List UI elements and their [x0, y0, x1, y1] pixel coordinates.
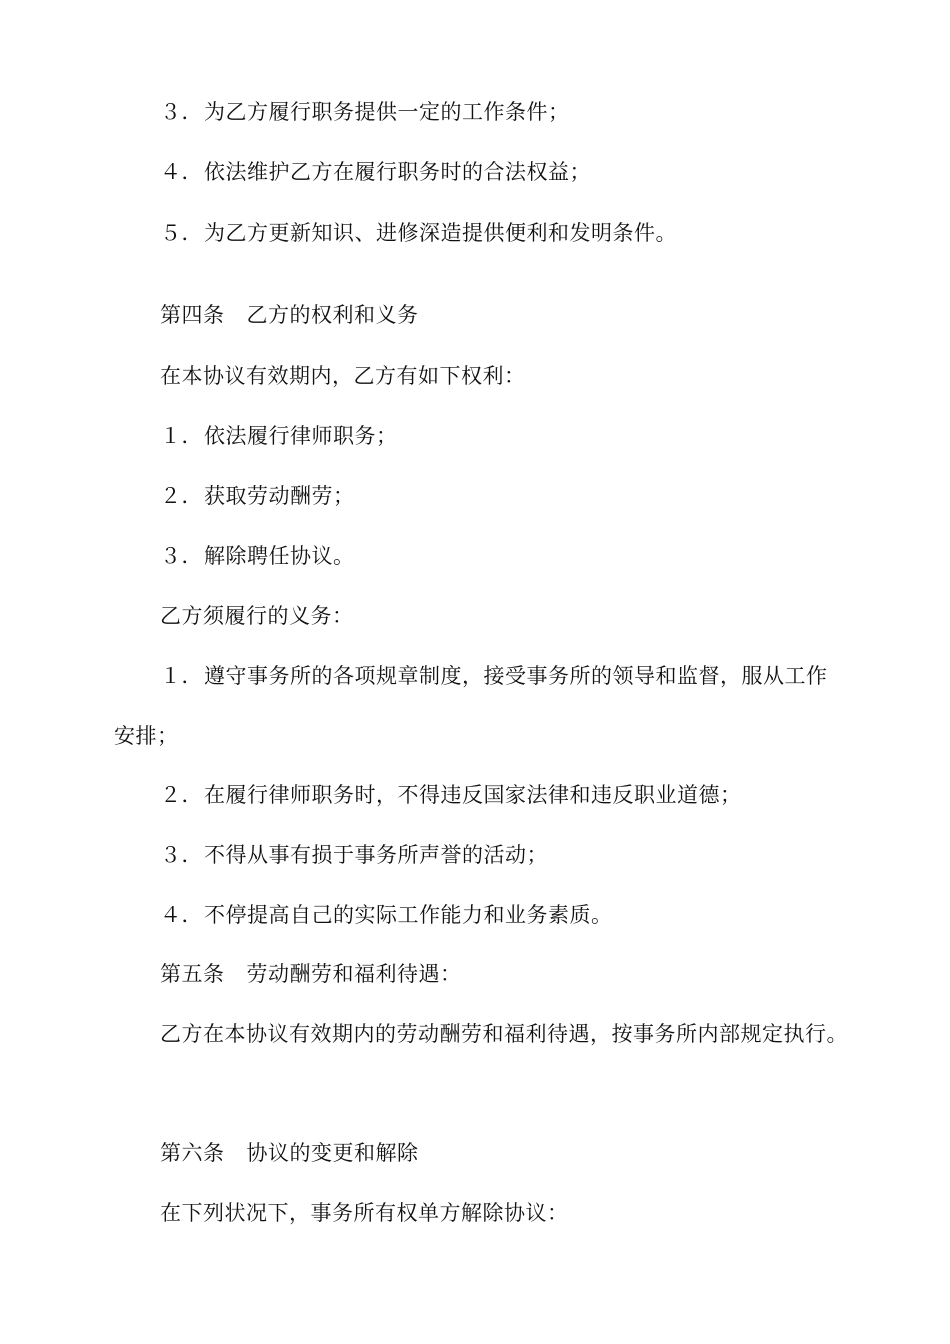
list-item: ５．为乙方更新知识、进修深造提供便利和发明条件。 — [160, 221, 677, 245]
list-item: ２．在履行律师职务时，不得违反国家法律和违反职业道德； — [160, 783, 742, 807]
list-item: １．依法履行律师职务； — [160, 424, 398, 448]
article-6-body: 在下列状况下，事务所有权单方解除协议： — [160, 1201, 569, 1225]
article-5-body: 乙方在本协议有效期内的劳动酬劳和福利待遇，按事务所内部规定执行。 — [160, 1022, 848, 1046]
duties-intro: 乙方须履行的义务： — [160, 604, 354, 628]
list-item: ４．不停提高自己的实际工作能力和业务素质。 — [160, 903, 613, 927]
article-4-heading: 第四条 乙方的权利和义务 — [160, 303, 419, 327]
article-5-heading: 第五条 劳动酬劳和福利待遇： — [160, 962, 462, 986]
list-item-continuation: 安排； — [114, 724, 179, 748]
list-item: １．遵守事务所的各项规章制度，接受事务所的领导和监督，服从工作 — [160, 664, 828, 688]
article-6-heading: 第六条 协议的变更和解除 — [160, 1141, 419, 1165]
list-item: ２．获取劳动酬劳； — [160, 484, 355, 508]
list-item: ４．依法维护乙方在履行职务时的合法权益； — [160, 160, 591, 184]
list-item: ３．不得从事有损于事务所声誉的活动； — [160, 843, 548, 867]
list-item: ３．为乙方履行职务提供一定的工作条件； — [160, 100, 570, 124]
list-item: ３．解除聘任协议。 — [160, 544, 355, 568]
rights-intro: 在本协议有效期内，乙方有如下权利： — [160, 364, 526, 388]
